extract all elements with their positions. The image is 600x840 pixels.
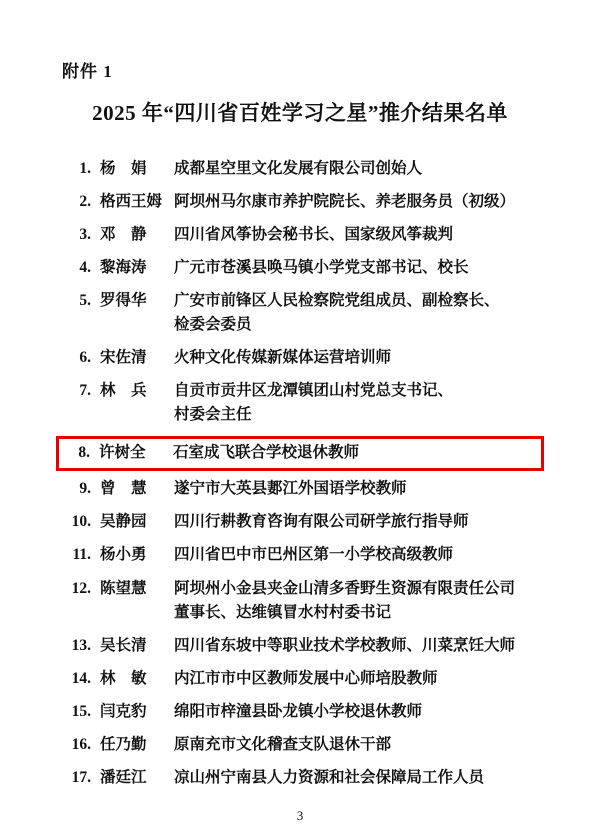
list-item-description-line2: 检委会委员 — [174, 316, 252, 334]
list-item-description-line1: 广元市苍溪县唤马镇小学党支部书记、校长 — [174, 259, 469, 277]
list-item-description-line1: 四川省东坡中等职业技术学校教师、川菜烹饪大师 — [174, 636, 516, 654]
list-item-name: 潘廷江 — [100, 768, 147, 786]
list-item-name: 宋佐清 — [100, 349, 147, 367]
list-item-index: 15. — [71, 702, 91, 720]
attachment-label: 附件 1 — [62, 62, 113, 81]
page-title: 2025 年“四川省百姓学习之星”推介结果名单 — [92, 100, 508, 125]
list-item-description — [174, 510, 538, 534]
list-item — [62, 477, 538, 501]
list-item-description-line1: 四川行耕教育咨询有限公司研学旅行指导师 — [174, 513, 469, 531]
list-item-description-line2: 董事长、达维镇冒水村村委书记 — [174, 603, 392, 621]
list-item-description — [174, 667, 538, 691]
list-item-name: 林 敏 — [100, 669, 147, 687]
list-item-name: 杨 娟 — [100, 160, 147, 178]
list-item-description — [174, 634, 538, 658]
list-item-name: 黎海涛 — [100, 259, 147, 277]
list-item-name: 吴静园 — [100, 513, 147, 531]
list-item-name: 杨小勇 — [100, 546, 147, 564]
list-item — [62, 190, 538, 214]
list-item — [62, 667, 538, 691]
list-item-name: 邓 静 — [100, 226, 147, 244]
list-item-description-line1: 阿坝州小金县夹金山清多香野生资源有限责任公司 — [174, 579, 516, 597]
list-item-index: 5. — [79, 292, 91, 310]
list-item-description — [174, 477, 538, 501]
list-item-name: 林 兵 — [100, 382, 147, 400]
list-item — [62, 256, 538, 280]
recipient-list — [62, 157, 538, 789]
list-item — [62, 766, 538, 790]
list-item-name: 许树全 — [99, 444, 146, 462]
list-item-name: 罗得华 — [100, 292, 147, 310]
list-item-description-line1: 四川省巴中市巴州区第一小学校高级教师 — [174, 546, 454, 564]
list-item-description — [174, 256, 538, 280]
list-item-index: 10. — [71, 513, 91, 531]
list-item — [62, 289, 538, 337]
list-item-index: 7. — [79, 382, 91, 400]
list-item-index: 16. — [71, 735, 91, 753]
list-item-description — [174, 289, 538, 337]
list-item-description — [173, 441, 537, 465]
list-item — [62, 346, 538, 370]
list-item-description-line1: 原南充市文化稽查支队退休干部 — [174, 735, 392, 753]
list-item-index: 12. — [71, 579, 91, 597]
list-item-index: 3. — [79, 226, 91, 244]
list-item-description-line1: 绵阳市梓潼县卧龙镇小学校退休教师 — [174, 702, 423, 720]
list-item-name: 闫克豹 — [100, 702, 147, 720]
list-item-index: 14. — [71, 669, 91, 687]
list-item — [62, 223, 538, 247]
list-item-description-line1: 阿坝州马尔康市养护院院长、养老服务员（初级） — [174, 193, 516, 211]
list-item — [62, 733, 538, 757]
list-item-description — [174, 733, 538, 757]
list-item-index: 1. — [79, 160, 91, 178]
list-item-description-line1: 广安市前锋区人民检察院党组成员、副检察长、 — [174, 292, 500, 310]
list-item-name: 吴长清 — [100, 636, 147, 654]
list-item-description — [174, 223, 538, 247]
list-item-name: 格西王姆 — [100, 193, 163, 211]
list-item-index: 2. — [79, 193, 91, 211]
list-item-description — [174, 543, 538, 567]
list-item — [62, 379, 538, 427]
list-item-description — [174, 766, 538, 790]
list-item-description — [174, 700, 538, 724]
list-item-description-line1: 凉山州宁南县人力资源和社会保障局工作人员 — [174, 768, 485, 786]
list-item — [62, 577, 538, 625]
list-item-highlighted — [56, 436, 544, 471]
list-item-name: 任乃勤 — [100, 735, 147, 753]
list-item-name: 曾 慧 — [100, 480, 147, 498]
list-item-name: 陈望慧 — [100, 579, 147, 597]
list-item-index: 13. — [71, 636, 91, 654]
list-item-index: 9. — [79, 480, 91, 498]
list-item-description-line1: 内江市市中区教师发展中心师培股教师 — [174, 669, 438, 687]
list-item-index: 11. — [72, 546, 91, 564]
list-item-description-line1: 自贡市贡井区龙潭镇团山村党总支书记、 — [174, 382, 454, 400]
list-item-description — [174, 346, 538, 370]
list-item-index: 4. — [79, 259, 91, 277]
list-item-index: 8. — [78, 444, 90, 462]
list-item-index: 17. — [71, 768, 91, 786]
list-item-description-line1: 成都星空里文化发展有限公司创始人 — [174, 160, 423, 178]
list-item-description-line1: 遂宁市大英县郪江外国语学校教师 — [174, 480, 407, 498]
list-item-description — [174, 577, 538, 625]
list-item — [62, 543, 538, 567]
list-item-description-line2: 村委会主任 — [174, 406, 252, 424]
list-item-description — [174, 379, 538, 427]
list-item — [62, 510, 538, 534]
list-item — [62, 700, 538, 724]
list-item-description — [174, 157, 538, 181]
list-item-description — [174, 190, 538, 214]
list-item — [62, 157, 538, 181]
page-number: 3 — [296, 808, 304, 823]
list-item-description-line1: 石室成飞联合学校退休教师 — [173, 444, 360, 462]
list-item-description-line1: 火种文化传媒新媒体运营培训师 — [174, 349, 392, 367]
list-item-description-line1: 四川省风筝协会秘书长、国家级风筝裁判 — [174, 226, 454, 244]
list-item — [62, 634, 538, 658]
list-item-index: 6. — [79, 349, 91, 367]
